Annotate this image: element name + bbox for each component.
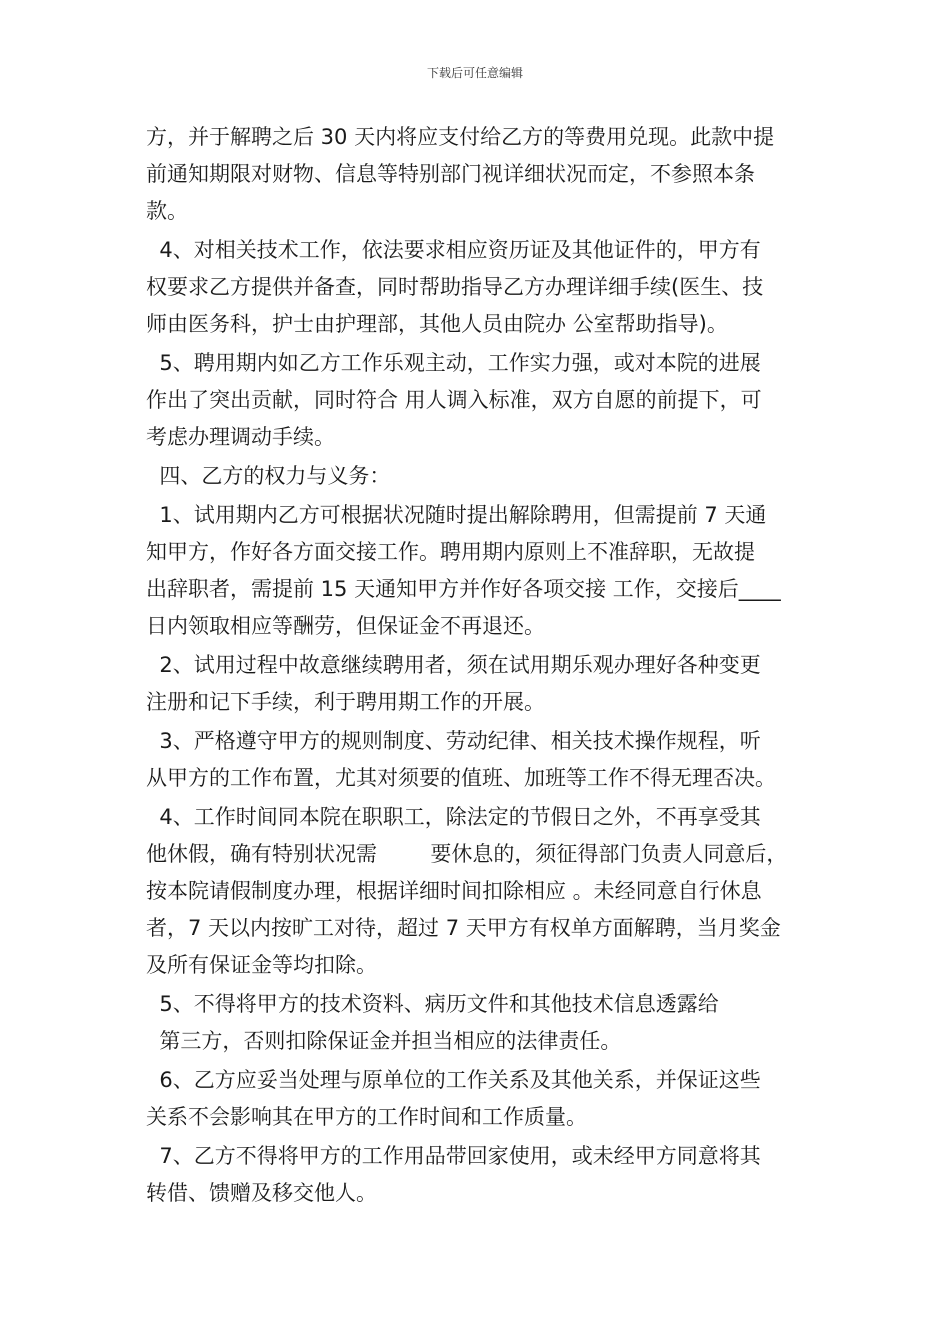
text-line: 7、乙方不得将甲方的工作用品带回家使用，或未经甲方同意将其 (146, 1144, 761, 1168)
text-line: 1、试用期内乙方可根据状况随时提出解除聘用，但需提前 7 天通 (146, 503, 767, 527)
text-line: 第三方，否则扣除保证金并担当相应的法律责任。 (146, 1029, 622, 1053)
paragraph (146, 458, 810, 495)
text-line: 按本院请假制度办理，根据详细时间扣除相应 。未经同意自行休息 (146, 879, 762, 903)
text-line: 师由医务科，护士由护理部，其他人员由院办 公室帮助指导)。 (146, 312, 728, 336)
paragraph (146, 986, 810, 1060)
page-header: 下载后可任意编辑 (426, 66, 523, 80)
text-line: 款。 (146, 199, 188, 223)
text-line: 关系不会影响其在甲方的工作时间和工作质量。 (146, 1105, 587, 1129)
paragraph (146, 1138, 810, 1212)
text-line: 5、聘用期内如乙方工作乐观主动，工作实力强，或对本院的进展 (146, 351, 761, 375)
text-line: 作出了突出贡献，同时符合 用人调入标准，双方自愿的前提下，可 (146, 388, 762, 412)
text-line: 知甲方，作好各方面交接工作。聘用期内原则上不准辞职，无故提 (146, 540, 755, 564)
paragraph-spacer (146, 1212, 810, 1214)
text-line: 及所有保证金等均扣除。 (146, 953, 377, 977)
text-line: 者，7 天以内按旷工对待，超过 7 天甲方有权单方面解聘，当月奖金 (146, 916, 781, 940)
text-line: 6、乙方应妥当处理与原单位的工作关系及其他关系，并保证这些 (146, 1068, 761, 1092)
text-line: 考虑办理调动手续。 (146, 425, 335, 449)
paragraph (146, 345, 810, 456)
paragraph (146, 1062, 810, 1136)
text-line: 4、对相关技术工作，依法要求相应资历证及其他证件的，甲方有 (146, 238, 761, 262)
paragraph (146, 799, 810, 984)
paragraph (146, 119, 810, 230)
document-body (146, 119, 810, 1214)
text-line: 他休假，确有特别状况需 要休息的，须征得部门负责人同意后， (146, 842, 788, 866)
paragraph (146, 497, 810, 645)
text-line: 四、乙方的权力与义务： (146, 464, 391, 488)
text-line: 4、工作时间同本院在职职工，除法定的节假日之外，不再享受其 (146, 805, 761, 829)
text-line: 注册和记下手续，利于聘用期工作的开展。 (146, 690, 545, 714)
text-line: 前通知期限对财物、信息等特别部门视详细状况而定，不参照本条 (146, 162, 755, 186)
text-line: 从甲方的工作布置，尤其对须要的值班、加班等工作不得无理否决。 (146, 766, 776, 790)
paragraph (146, 723, 810, 797)
text-line: 2、试用过程中故意继续聘用者，须在试用期乐观办理好各种变更 (146, 653, 761, 677)
text-line: 转借、馈赠及移交他人。 (146, 1181, 377, 1205)
text-line: 日内领取相应等酬劳，但保证金不再退还。 (146, 614, 545, 638)
paragraph (146, 647, 810, 721)
paragraph (146, 232, 810, 343)
text-line: 出辞职者，需提前 15 天通知甲方并作好各项交接 工作，交接后____ (146, 577, 781, 601)
text-line: 方，并于解聘之后 30 天内将应支付给乙方的等费用兑现。此款中提 (146, 125, 775, 149)
text-line: 5、不得将甲方的技术资料、病历文件和其他技术信息透露给 (146, 992, 719, 1016)
text-line: 3、严格遵守甲方的规则制度、劳动纪律、相关技术操作规程，听 (146, 729, 761, 753)
text-line: 权要求乙方提供并备查，同时帮助指导乙方办理详细手续(医生、技 (146, 275, 764, 299)
